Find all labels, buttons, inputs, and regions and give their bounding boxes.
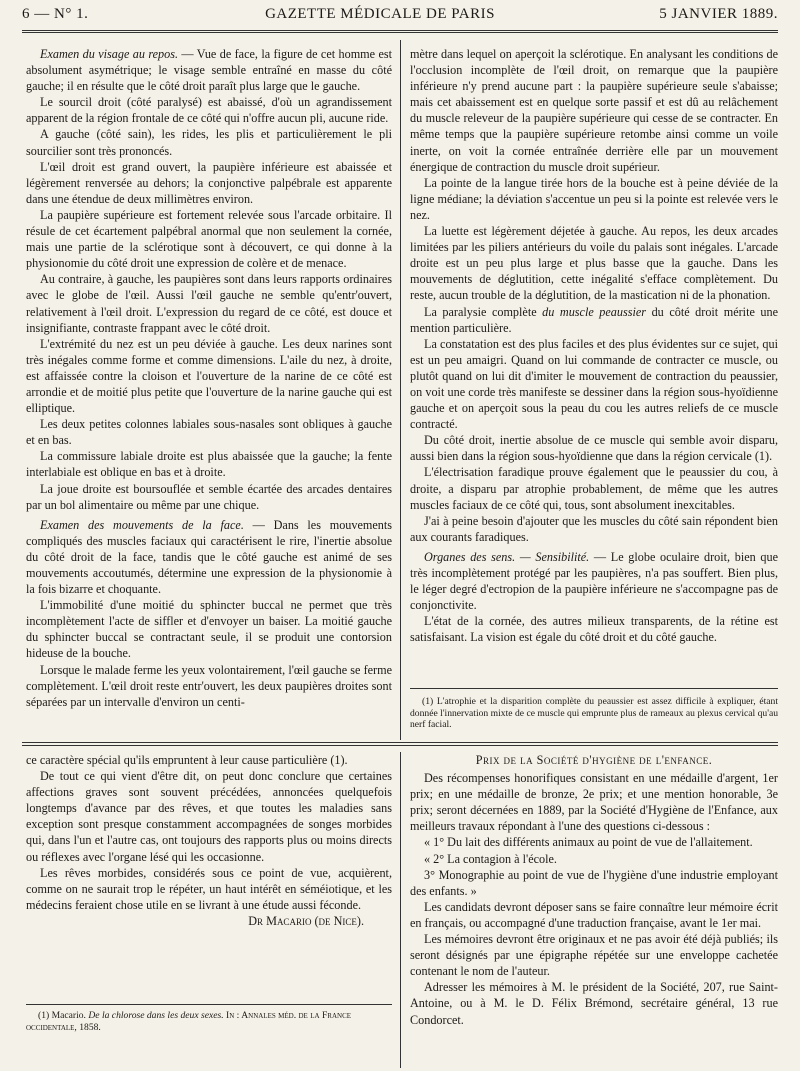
paragraph: A gauche (côté sain), les rides, les plis et particulièrement le pli sourcilier sont très prononcés. [26, 127, 392, 158]
section-title: Examen des mouvements de la face. [40, 517, 244, 532]
paragraph: ce caractère spécial qu'ils empruntent à leur cause particulière (1). [26, 753, 348, 767]
page-header [22, 6, 778, 28]
paragraph: La commissure labiale droite est plus abaissée que la gauche; la fente interlabiale est oblique en bas et à droite. [26, 449, 392, 480]
column-bottom-right [410, 752, 778, 1068]
section-rule [22, 742, 778, 743]
paragraph: Au contraire, à gauche, les paupières sont dans leurs rapports ordinaires avec le globe de l'œil. Aussi l'œil gauche ne semble qu'entr'ouvert, relativement à l'œil droit. L'expression du regard de ce côté, est douce et insignifiante, contraste frappant avec le côté droit. [26, 272, 392, 335]
issue-date: 5 JANVIER 1889. [659, 6, 778, 22]
paragraph: Les mémoires devront être originaux et ne pas avoir été déjà publiés; ils seront désignés par une épigraphe répétée sur une enveloppe cachetée contenant le nom de l'auteur. [410, 932, 778, 979]
paragraph: Les deux petites colonnes labiales sous-nasales sont obliques à gauche et en bas. [26, 417, 392, 448]
journal-title: GAZETTE MÉDICALE DE PARIS [265, 6, 495, 22]
page-number: 6 — N° 1. [22, 6, 89, 22]
paragraph: La joue droite est boursouflée et semble écartée des arcades dentaires par un bol alimentaire ou même par une chique. [26, 481, 392, 512]
paragraph: Lorsque le malade ferme les yeux volontairement, l'œil gauche se ferme complètement. L'œil droit reste entr'ouvert, les deux paupières droites sont séparées par un intervalle d'environ un centi- [26, 662, 392, 709]
signature: Dr Macario (de Nice). [248, 913, 364, 928]
paragraph: Le sourcil droit (côté paralysé) est abaissé, d'où un agrandissement apparent de la région frontale de ce côté qui n'offre aucun pli, aucune ride. [26, 95, 392, 126]
paragraph: La luette est légèrement déjetée à gauche. Au repos, les deux arcades limitées par les piliers antérieurs du voile du palais sont inégales. L'arcade droite est un peu plus large et plus basse que la gauche. Dans les mouvements de déglutition, cette inégalité s'efface complètement. Du reste, aucun trouble de la déglutition, de la mastication ni de la phonation. [410, 224, 778, 303]
list-item: « 1° Du lait des différents animaux au point de vue de l'allaitement. [424, 835, 753, 850]
paragraph: Les rêves morbides, considérés sous ce point de vue, acquièrent, comme on ne saurait trop le répéter, un haut intérêt en séméiotique, et les médecins feraient chose utile en se livrant à une étude aussi féconde. [26, 865, 392, 912]
footnote-rule [26, 1004, 392, 1005]
section-heading: Prix de la Société d'hygiène de l'enfance. [475, 753, 713, 767]
section-title: Organes des sens. — Sensibilité. [424, 549, 590, 564]
paragraph: Les candidats devront déposer sans se faire connaître leur mémoire écrit en français, ou accompagné d'une traduction française, avant le 1er mai. [410, 899, 778, 930]
paragraph: La paupière supérieure est fortement relevée sous l'arcade orbitaire. Il résule de cet écartement palpébral anormal que non seulement la cornée, mais une partie de la sclérotique sont à découvert, ce qui donne à la physionomie du côté droit une expression de colère et de menace. [26, 207, 392, 271]
paragraph: La paralysie complète du muscle peaussier du côté droit mérite une mention particulière. [410, 304, 778, 335]
column-bottom-left [26, 752, 392, 998]
paragraph: L'état de la cornée, des autres milieux transparents, de la rétine est satisfaisant. La vision est égale du côté droit et du côté gauche. [410, 614, 778, 645]
paragraph: Examen des mouvements de la face. — Dans les mouvements compliqués des muscles faciaux qui caractérisent le rire, l'inertie absolue du côté droit de la face, tandis que le côté gauche est animé de ses mouvements accoutumés, détermine une expression de la physionomie à la fois bizarre et choquante. [26, 517, 392, 597]
footnote-rule [410, 688, 778, 689]
footnote: (1) Macario. De la chlorose dans les deux sexes. In : Annales méd. de la France occidentale, 1858. [26, 1010, 352, 1033]
paragraph: Adresser les mémoires à M. le président de la Société, 207, rue Saint-Antoine, ou à M. le D. Félix Brémond, secrétaire général, 13 rue Condorcet. [410, 980, 778, 1027]
list-item: 3° Monographie au point de vue de l'hygiène d'une industrie employant des enfants. » [410, 867, 778, 898]
header-rule-2 [22, 32, 778, 33]
column-divider [400, 40, 401, 740]
section-rule-2 [22, 745, 778, 746]
list-item: « 2° La contagion à l'école. [424, 851, 557, 866]
paragraph: J'ai à peine besoin d'ajouter que les muscles du côté sain répondent bien aux courants faradiques. [410, 513, 778, 544]
paragraph: La constatation est des plus faciles et des plus évidentes sur ce sujet, qui est un peu amaigri. Quand on lui commande de contracter ce muscle, ou plutôt quand on lui dit d'imiter le mouvement de contraction du peaussier, on voit une corde très manifeste se dessiner dans la région sous-hyoïdienne gauche et on aperçoit sous la peau du cou les autres reliefs de ce muscle contracté. [410, 336, 778, 432]
paragraph: Du côté droit, inertie absolue de ce muscle qui semble avoir disparu, aussi bien dans la région sous-hyoïdienne que dans la région cervicale (1). [410, 433, 778, 464]
column-divider [400, 752, 401, 1068]
paragraph: L'immobilité d'une moitié du sphincter buccal ne permet que très incomplètement l'acte de siffler et d'envoyer un baiser. La moitié gauche du sphincter buccal se contractant seule, il se produit une contorsion hideuse de la bouche. [26, 598, 392, 661]
column-top-right [410, 46, 778, 686]
column-top-left [26, 46, 392, 732]
paragraph: L'électrisation faradique prouve également que le peaussier du cou, à droite, a disparu par atrophie probablement, de même que les autres muscles faciaux de ce côté qui, tous, sont absolument inexcitables. [410, 465, 778, 512]
paragraph: La pointe de la langue tirée hors de la bouche est à peine déviée de la ligne médiane; la déviation s'accentue un peu si la pointe est relevée vers le nez. [410, 175, 778, 222]
footnote: (1) L'atrophie et la disparition complète du peaussier est assez difficile à expliquer, étant donnée l'innervation mixte de ce muscle qui emprunte plus de rameaux au plexus cervical qu'au nerf facial. [410, 696, 778, 730]
paragraph: De tout ce qui vient d'être dit, on peut donc conclure que certaines affections graves sont souvent précédées, annoncées quelquefois longtemps d'avance par des rêves, et que toutes les maladies sans exception sont presque constamment accompagnées de songes morbides qui, dans l'un et l'autre cas, ont toujours des rapports plus ou moins directs ou réflexes avec l'organe lésé qui les occasionne. [26, 769, 392, 864]
paragraph: Organes des sens. — Sensibilité. — Le globe oculaire droit, bien que très incomplètement protégé par les paupières, n'a pas souffert. Bien plus, le léger degré d'ectropion de la paupière inférieure ne s'accompagne pas de conjonctivite. [410, 549, 778, 613]
paragraph: L'œil droit est grand ouvert, la paupière inférieure est abaissée et légèrement renversée au dehors; la conjonctive palpébrale est apparente dans une étendue de deux millimètres environ. [26, 159, 392, 206]
section-title: Examen du visage au repos. [40, 47, 179, 61]
paragraph: Des récompenses honorifiques consistant en une médaille d'argent, 1er prix; en une médaille de bronze, 2e prix; et une mention honorable, 3e prix; seront décernées en 1889, par la Société d'Hygiène de l'Enfance, aux meilleurs travaux répondant à l'une des questions ci-dessous : [410, 771, 778, 834]
paragraph: L'extrémité du nez est un peu déviée à gauche. Les deux narines sont très inégales comme forme et comme dimensions. L'aile du nez, à droite, est affaissée contre la cloison et l'ouverture de la narine de ce côté est arrondie et de moitié plus petite que l'ouverture de la narine gauche qui est elliptique. [26, 336, 392, 416]
paragraph: Examen du visage au repos. — Vue de face, la figure de cet homme est absolument asymétrique; le visage semble entraîné en masse du côté gauche; il en résulte que le côté droit paraît plus large que le gauche. [26, 47, 392, 94]
header-rule [22, 30, 778, 31]
paragraph: mètre dans lequel on aperçoit la sclérotique. En analysant les conditions de l'occlusion incomplète de l'œil droit, on remarque que la paupière inférieure n'y prend aucune part : la paupière supérieure seule s'abaisse; mais cet abaissement est en quelque sorte passif et est dû au relâchement du muscle releveur de la paupière supérieure qui cesse de se contracter. En même temps que la paupière supérieure retombe ainsi comme un voile inerte, on voit la cornée entraînée derrière elle par un mouvement énergique de contraction du muscle droit supérieur. [410, 47, 778, 174]
